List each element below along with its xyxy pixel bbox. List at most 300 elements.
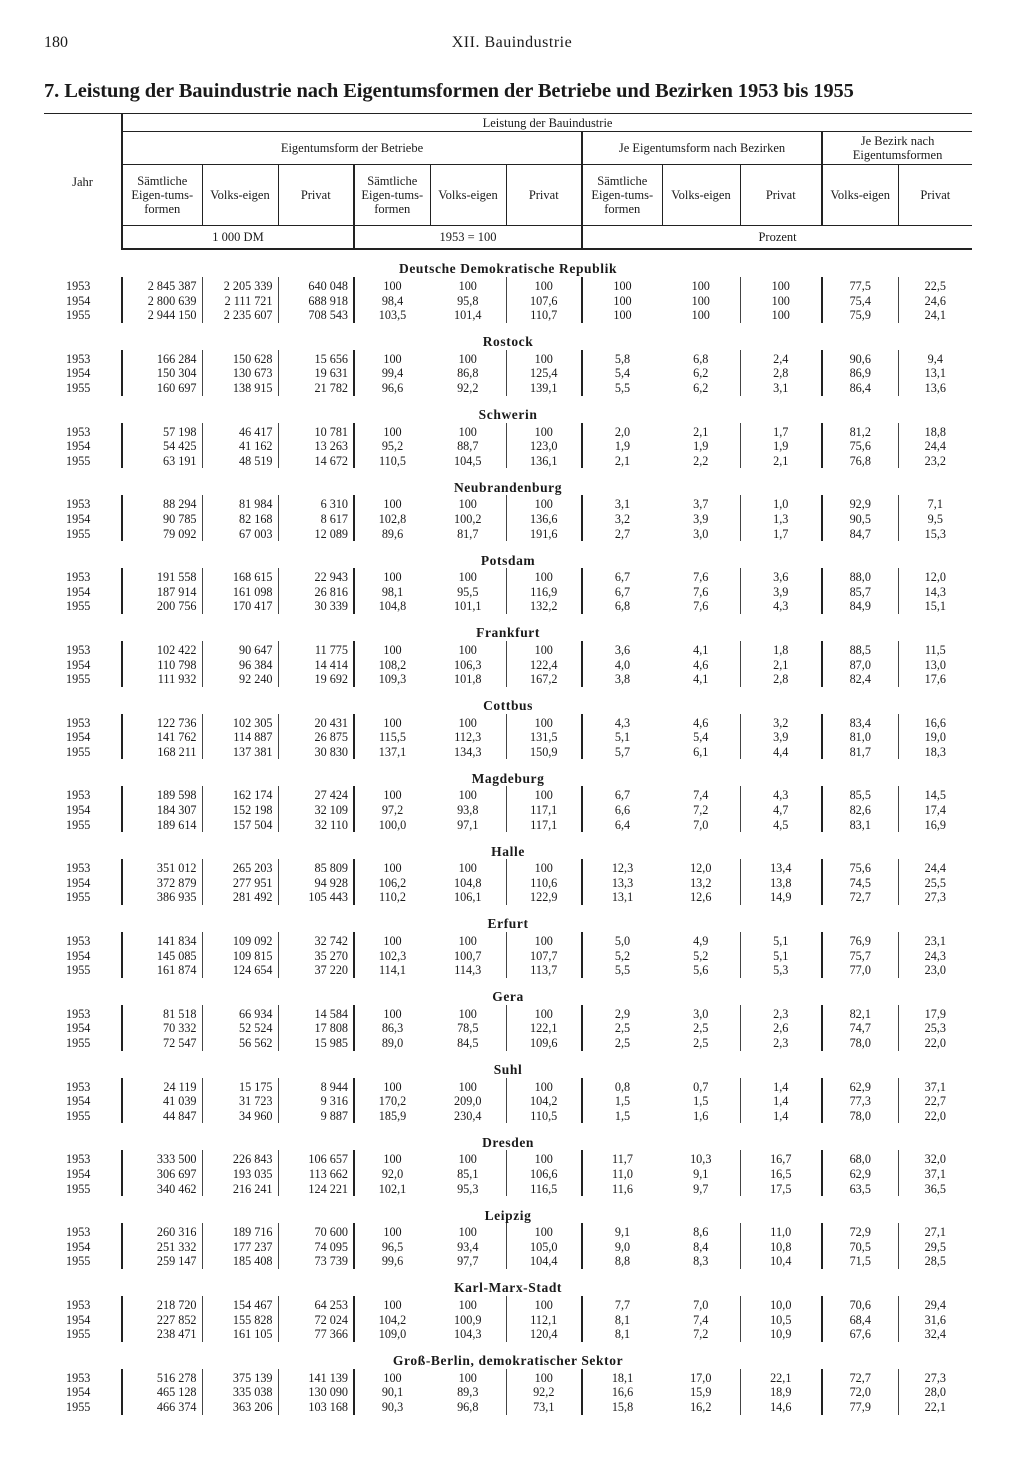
value-cell: 200 756 — [122, 599, 202, 614]
table-row — [44, 876, 972, 891]
value-cell: 117,1 — [506, 818, 582, 833]
value-cell: 168 615 — [202, 568, 278, 585]
value-cell: 4,0 — [582, 658, 662, 673]
table-row — [44, 1094, 972, 1109]
value-cell: 77,9 — [822, 1400, 898, 1415]
value-cell: 100 — [458, 715, 477, 730]
value-cell: 104,2 — [354, 1313, 430, 1328]
value-cell: 88,7 — [457, 439, 479, 454]
value-cell: 31,6 — [898, 1313, 972, 1328]
value-cell: 24,1 — [898, 308, 972, 323]
value-cell: 100,7 — [454, 948, 482, 963]
value-cell: 122,1 — [506, 1021, 582, 1036]
value-cell: 90 785 — [122, 512, 202, 527]
value-cell: 56 562 — [202, 1036, 278, 1051]
value-cell: 170 417 — [202, 599, 278, 614]
value-cell: 191,6 — [506, 527, 582, 542]
value-cell: 132,2 — [506, 599, 582, 614]
value-cell: 7,6 — [693, 599, 709, 614]
value-cell: 17,6 — [898, 672, 972, 687]
value-cell: 98,4 — [354, 294, 430, 309]
value-cell: 16,6 — [582, 1385, 662, 1400]
value-cell: 5,1 — [582, 730, 662, 745]
value-cell: 77,3 — [822, 1094, 898, 1109]
value-cell: 100 — [582, 294, 662, 309]
value-cell: 640 048 — [278, 277, 354, 294]
table-row — [44, 308, 972, 323]
value-cell: 8,1 — [582, 1327, 662, 1342]
value-cell: 30 339 — [278, 599, 354, 614]
value-cell: 335 038 — [202, 1385, 278, 1400]
value-cell: 62,9 — [822, 1078, 898, 1095]
value-cell: 106,6 — [506, 1167, 582, 1182]
value-cell: 27 424 — [278, 786, 354, 803]
value-cell: 7,6 — [693, 570, 709, 585]
value-cell: 89,3 — [457, 1385, 479, 1400]
value-cell: 251 332 — [122, 1240, 202, 1255]
table-row — [44, 568, 972, 585]
table-row — [44, 803, 972, 818]
value-cell: 1,4 — [740, 1094, 822, 1109]
value-cell: 1,4 — [740, 1109, 822, 1124]
value-cell: 2,3 — [740, 1005, 822, 1022]
value-cell: 88,5 — [822, 641, 898, 658]
value-cell: 78,0 — [822, 1109, 898, 1124]
table-row — [44, 641, 972, 658]
value-cell: 106,2 — [354, 876, 430, 891]
value-cell: 83,1 — [822, 818, 898, 833]
value-cell: 22,1 — [740, 1369, 822, 1386]
value-cell: 277 951 — [202, 876, 278, 891]
value-cell: 90 647 — [202, 641, 278, 658]
table-row — [44, 585, 972, 600]
value-cell: 13,1 — [898, 366, 972, 381]
value-cell: 72,7 — [822, 890, 898, 905]
value-cell: 5,2 — [582, 949, 662, 964]
value-cell: 6,4 — [582, 818, 662, 833]
value-cell: 83,4 — [822, 714, 898, 731]
value-cell: 93,4 — [457, 1239, 479, 1254]
region-heading: Suhl — [493, 1062, 523, 1077]
table-row — [44, 1078, 972, 1095]
value-cell: 114,3 — [454, 963, 482, 978]
value-cell: 363 206 — [202, 1400, 278, 1415]
year-cell: 1953 — [66, 424, 91, 439]
value-cell: 81 984 — [202, 495, 278, 512]
value-cell: 24 119 — [122, 1078, 202, 1095]
table-row — [44, 714, 972, 731]
table-row — [44, 1313, 972, 1328]
value-cell: 70,6 — [822, 1296, 898, 1313]
value-cell: 29,5 — [898, 1240, 972, 1255]
value-cell: 19 692 — [278, 672, 354, 687]
value-cell: 100 — [354, 350, 430, 367]
statistics-table — [44, 113, 972, 1415]
value-cell: 351 012 — [122, 859, 202, 876]
region-heading-row — [44, 1342, 972, 1369]
value-cell: 89,6 — [354, 527, 430, 542]
region-heading: Halle — [491, 843, 525, 859]
value-cell: 100 — [582, 308, 662, 323]
region-heading: Neubrandenburg — [453, 479, 563, 495]
value-cell: 41 162 — [202, 439, 278, 454]
value-cell: 8,8 — [582, 1254, 662, 1269]
value-cell: 6,8 — [582, 599, 662, 614]
region-heading-row — [44, 396, 972, 423]
value-cell: 4,1 — [693, 642, 709, 657]
value-cell: 4,3 — [582, 714, 662, 731]
value-cell: 110,5 — [506, 1109, 582, 1124]
value-cell: 96,5 — [354, 1240, 430, 1255]
value-cell: 8 617 — [278, 512, 354, 527]
value-cell: 123,0 — [506, 439, 582, 454]
year-cell: 1953 — [66, 1225, 91, 1240]
value-cell: 85 809 — [278, 859, 354, 876]
value-cell: 1,7 — [740, 527, 822, 542]
value-cell: 18,9 — [740, 1385, 822, 1400]
value-cell: 75,7 — [822, 949, 898, 964]
value-cell: 170,2 — [354, 1094, 430, 1109]
value-cell: 100 — [354, 277, 430, 294]
col-header-saemtliche: Sämtliche Eigen-tums-formen — [122, 165, 202, 226]
value-cell: 77,0 — [822, 963, 898, 978]
value-cell: 13,1 — [582, 890, 662, 905]
year-column-header: Jahr — [44, 114, 122, 250]
table-row — [44, 1240, 972, 1255]
region-heading-row — [44, 687, 972, 714]
region-heading: Rostock — [482, 334, 534, 350]
value-cell: 5,4 — [582, 366, 662, 381]
value-cell: 150 628 — [202, 350, 278, 367]
value-cell: 37,1 — [898, 1167, 972, 1182]
value-cell: 93,8 — [457, 803, 479, 818]
value-cell: 13,4 — [740, 859, 822, 876]
value-cell: 5,8 — [582, 350, 662, 367]
year-cell: 1953 — [66, 715, 91, 730]
value-cell: 6,6 — [582, 803, 662, 818]
value-cell: 15 985 — [278, 1036, 354, 1051]
value-cell: 15,8 — [582, 1400, 662, 1415]
value-cell: 84,5 — [457, 1036, 479, 1050]
value-cell: 2,9 — [582, 1005, 662, 1022]
value-cell: 372 879 — [122, 876, 202, 891]
value-cell: 120,4 — [506, 1327, 582, 1342]
value-cell: 2 800 639 — [122, 294, 202, 309]
value-cell: 177 237 — [202, 1240, 278, 1255]
value-cell: 52 524 — [202, 1021, 278, 1036]
value-cell: 209,0 — [454, 1094, 482, 1109]
value-cell: 139,1 — [506, 381, 582, 396]
value-cell: 3,8 — [582, 672, 662, 687]
value-cell: 2,5 — [582, 1021, 662, 1036]
value-cell: 6,8 — [693, 351, 709, 366]
year-cell: 1953 — [66, 1152, 91, 1167]
year-cell: 1955 — [66, 963, 91, 978]
value-cell: 100 — [458, 1006, 477, 1021]
value-cell: 2,4 — [740, 350, 822, 367]
value-cell: 100 — [354, 1369, 430, 1386]
value-cell: 137,1 — [354, 745, 430, 760]
value-cell: 68,4 — [822, 1313, 898, 1328]
value-cell: 100 — [691, 308, 710, 323]
value-cell: 3,2 — [740, 714, 822, 731]
value-cell: 13,0 — [898, 658, 972, 673]
value-cell: 75,6 — [822, 859, 898, 876]
table-header — [44, 114, 972, 250]
value-cell: 105 443 — [278, 890, 354, 905]
value-cell: 14,9 — [740, 890, 822, 905]
value-cell: 16,5 — [740, 1167, 822, 1182]
value-cell: 102,3 — [354, 949, 430, 964]
value-cell: 16,7 — [740, 1150, 822, 1167]
value-cell: 11,0 — [582, 1167, 662, 1182]
year-cell: 1955 — [66, 1036, 91, 1050]
value-cell: 88,0 — [822, 568, 898, 585]
value-cell: 9,1 — [582, 1223, 662, 1240]
value-cell: 32 742 — [278, 932, 354, 949]
value-cell: 1,5 — [582, 1094, 662, 1109]
table-row — [44, 1021, 972, 1036]
value-cell: 100 — [354, 1223, 430, 1240]
value-cell: 103,5 — [354, 308, 430, 323]
value-cell: 25,5 — [898, 876, 972, 891]
value-cell: 100 — [458, 570, 477, 585]
value-cell: 1,7 — [740, 423, 822, 440]
value-cell: 10 781 — [278, 423, 354, 440]
year-cell: 1954 — [66, 511, 91, 526]
year-cell: 1955 — [66, 1399, 91, 1414]
value-cell: 106,3 — [454, 657, 482, 672]
value-cell: 465 128 — [122, 1385, 202, 1400]
value-cell: 3,0 — [693, 526, 709, 541]
value-cell: 238 471 — [122, 1327, 202, 1342]
value-cell: 2,1 — [582, 454, 662, 469]
value-cell: 17 808 — [278, 1021, 354, 1036]
value-cell: 2,0 — [582, 423, 662, 440]
unit-header-prozent: Prozent — [582, 226, 972, 250]
value-cell: 124 654 — [202, 963, 278, 978]
value-cell: 185,9 — [354, 1109, 430, 1124]
value-cell: 31 723 — [202, 1094, 278, 1109]
value-cell: 76,9 — [822, 932, 898, 949]
value-cell: 184 307 — [122, 803, 202, 818]
value-cell: 24,3 — [898, 949, 972, 964]
region-heading-row — [44, 978, 972, 1005]
value-cell: 34 960 — [202, 1109, 278, 1124]
value-cell: 2,2 — [693, 453, 709, 468]
value-cell: 4,5 — [740, 818, 822, 833]
value-cell: 154 467 — [202, 1296, 278, 1313]
value-cell: 189 614 — [122, 818, 202, 833]
value-cell: 68,0 — [822, 1150, 898, 1167]
value-cell: 9 316 — [278, 1094, 354, 1109]
value-cell: 63,5 — [822, 1182, 898, 1197]
value-cell: 122,4 — [506, 658, 582, 673]
value-cell: 26 816 — [278, 585, 354, 600]
value-cell: 137 381 — [202, 745, 278, 760]
value-cell: 106,1 — [454, 890, 482, 905]
region-heading: Erfurt — [487, 916, 529, 932]
table-row — [44, 890, 972, 905]
value-cell: 76,8 — [822, 454, 898, 469]
value-cell: 5,5 — [582, 381, 662, 396]
value-cell: 100 — [458, 497, 477, 512]
value-cell: 2,6 — [740, 1021, 822, 1036]
value-cell: 7,7 — [582, 1296, 662, 1313]
value-cell: 1,0 — [740, 495, 822, 512]
value-cell: 136,6 — [506, 512, 582, 527]
value-cell: 86,9 — [822, 366, 898, 381]
year-cell: 1954 — [66, 584, 91, 599]
region-heading-row — [44, 1123, 972, 1150]
value-cell: 104,5 — [454, 453, 482, 468]
col-header-volkseigen: Volks-eigen — [822, 165, 898, 226]
value-cell: 15,9 — [690, 1385, 712, 1400]
value-cell: 32 110 — [278, 818, 354, 833]
value-cell: 7,6 — [693, 584, 709, 599]
region-heading-row — [44, 1196, 972, 1223]
table-row — [44, 1385, 972, 1400]
value-cell: 32,0 — [898, 1150, 972, 1167]
year-cell: 1955 — [66, 1108, 91, 1123]
value-cell: 112,1 — [506, 1313, 582, 1328]
year-cell: 1955 — [66, 817, 91, 832]
table-row — [44, 423, 972, 440]
value-cell: 5,3 — [740, 963, 822, 978]
value-cell: 57 198 — [122, 423, 202, 440]
value-cell: 3,7 — [693, 497, 709, 512]
value-cell: 2,5 — [693, 1021, 709, 1036]
value-cell: 11,0 — [740, 1223, 822, 1240]
value-cell: 82 168 — [202, 512, 278, 527]
year-cell: 1954 — [66, 1385, 91, 1400]
value-cell: 109 815 — [202, 949, 278, 964]
value-cell: 109,3 — [354, 672, 430, 687]
year-cell: 1953 — [66, 642, 91, 657]
value-cell: 141 762 — [122, 730, 202, 745]
value-cell: 16,2 — [690, 1399, 712, 1414]
value-cell: 3,2 — [582, 512, 662, 527]
value-cell: 14,6 — [740, 1400, 822, 1415]
value-cell: 688 918 — [278, 294, 354, 309]
value-cell: 106 657 — [278, 1150, 354, 1167]
value-cell: 92 240 — [202, 672, 278, 687]
col-header-privat: Privat — [740, 165, 822, 226]
value-cell: 10,9 — [740, 1327, 822, 1342]
value-cell: 1,5 — [693, 1094, 709, 1109]
value-cell: 67,6 — [822, 1327, 898, 1342]
value-cell: 2 111 721 — [202, 294, 278, 309]
year-cell: 1955 — [66, 672, 91, 687]
value-cell: 5,6 — [693, 963, 709, 978]
value-cell: 104,3 — [454, 1327, 482, 1342]
value-cell: 96,8 — [457, 1399, 479, 1414]
value-cell: 24,4 — [898, 439, 972, 454]
value-cell: 100 — [458, 351, 477, 366]
year-cell: 1955 — [66, 1181, 91, 1196]
value-cell: 70 600 — [278, 1223, 354, 1240]
value-cell: 94 928 — [278, 876, 354, 891]
value-cell: 150 304 — [122, 366, 202, 381]
value-cell: 82,1 — [822, 1005, 898, 1022]
value-cell: 124 221 — [278, 1182, 354, 1197]
value-cell: 161 874 — [122, 963, 202, 978]
value-cell: 227 852 — [122, 1313, 202, 1328]
value-cell: 141 139 — [278, 1369, 354, 1386]
value-cell: 1,4 — [740, 1078, 822, 1095]
value-cell: 36,5 — [898, 1182, 972, 1197]
value-cell: 281 492 — [202, 890, 278, 905]
value-cell: 708 543 — [278, 308, 354, 323]
year-cell: 1954 — [66, 439, 91, 454]
value-cell: 99,6 — [354, 1254, 430, 1269]
value-cell: 4,9 — [693, 934, 709, 949]
value-cell: 333 500 — [122, 1150, 202, 1167]
value-cell: 340 462 — [122, 1182, 202, 1197]
value-cell: 1,3 — [740, 512, 822, 527]
top-header: Leistung der Bauindustrie — [122, 114, 972, 132]
value-cell: 78,0 — [822, 1036, 898, 1051]
value-cell: 5,1 — [740, 932, 822, 949]
value-cell: 32 109 — [278, 803, 354, 818]
value-cell: 13 263 — [278, 439, 354, 454]
value-cell: 155 828 — [202, 1313, 278, 1328]
region-heading-row — [44, 541, 972, 568]
value-cell: 29,4 — [898, 1296, 972, 1313]
value-cell: 100 — [506, 1296, 582, 1313]
value-cell: 24,4 — [898, 859, 972, 876]
value-cell: 150,9 — [506, 745, 582, 760]
col-header-saemtliche: Sämtliche Eigen-tums-formen — [582, 165, 662, 226]
value-cell: 167,2 — [506, 672, 582, 687]
region-heading-row — [44, 249, 972, 277]
value-cell: 1,6 — [693, 1108, 709, 1123]
value-cell: 100 — [354, 568, 430, 585]
region-heading: Potsdam — [480, 552, 536, 568]
year-cell: 1953 — [66, 570, 91, 585]
value-cell: 100 — [740, 294, 822, 309]
value-cell: 21 782 — [278, 381, 354, 396]
value-cell: 27,3 — [898, 890, 972, 905]
value-cell: 97,1 — [457, 817, 479, 832]
value-cell: 74,5 — [822, 876, 898, 891]
value-cell: 95,8 — [457, 293, 479, 308]
value-cell: 14 672 — [278, 454, 354, 469]
value-cell: 1,5 — [582, 1109, 662, 1124]
value-cell: 90,1 — [354, 1385, 430, 1400]
col-header-privat: Privat — [898, 165, 972, 226]
value-cell: 2,8 — [740, 672, 822, 687]
table-row — [44, 730, 972, 745]
value-cell: 73 739 — [278, 1254, 354, 1269]
value-cell: 81,2 — [822, 423, 898, 440]
value-cell: 117,1 — [506, 803, 582, 818]
value-cell: 1,9 — [693, 439, 709, 454]
value-cell: 100 — [506, 786, 582, 803]
value-cell: 113 662 — [278, 1167, 354, 1182]
year-cell: 1955 — [66, 308, 91, 323]
unit-header-index: 1953 = 100 — [354, 226, 582, 250]
value-cell: 95,2 — [354, 439, 430, 454]
group-header-je-eigentumsform: Je Eigentumsform nach Bezirken — [582, 132, 822, 165]
value-cell: 110,5 — [354, 454, 430, 469]
value-cell: 7,0 — [693, 1297, 709, 1312]
value-cell: 6 310 — [278, 495, 354, 512]
value-cell: 97,2 — [354, 803, 430, 818]
value-cell: 2,1 — [740, 454, 822, 469]
value-cell: 109 092 — [202, 932, 278, 949]
value-cell: 7,4 — [693, 1312, 709, 1327]
